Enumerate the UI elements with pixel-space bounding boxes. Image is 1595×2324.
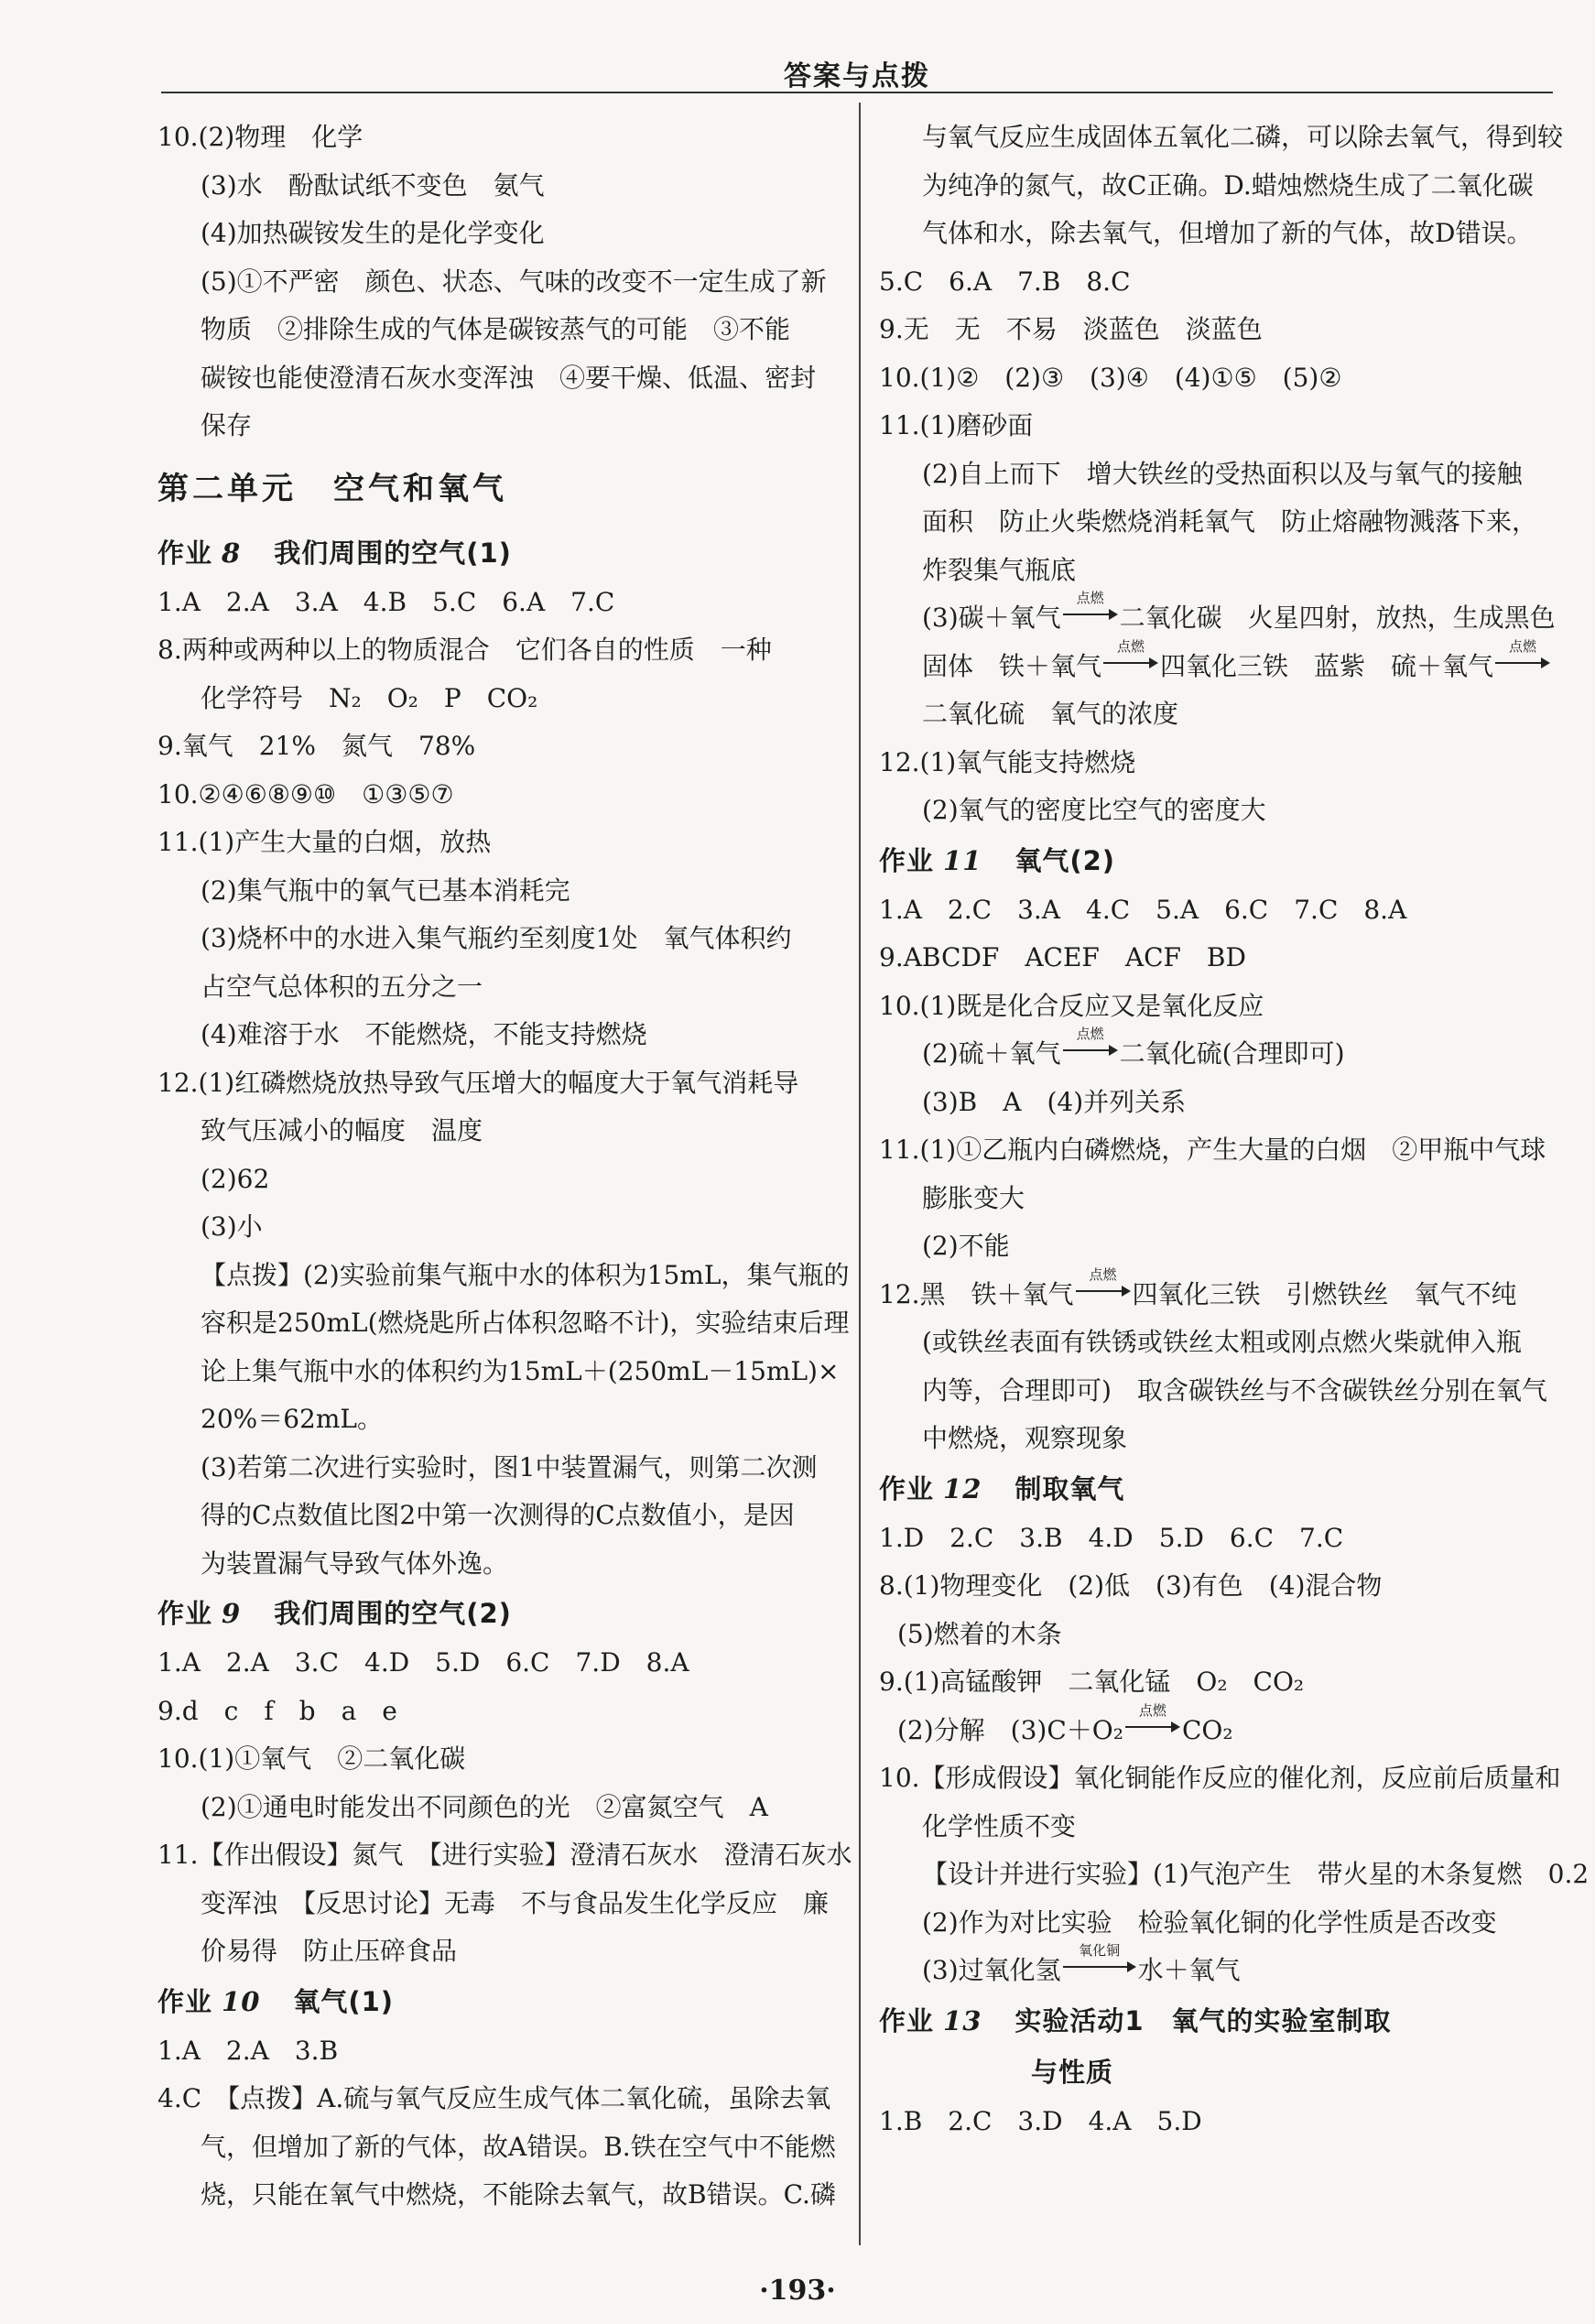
answer-line: (2)自上而下 增大铁丝的受热面积以及与氧气的接触 xyxy=(922,458,1523,489)
reaction-arrow: 氧化铜 xyxy=(1063,1955,1136,1977)
homework-heading: 作业 10 氧气(1) xyxy=(157,1985,395,2017)
homework-heading: 作业 9 我们周围的空气(2) xyxy=(157,1598,512,1629)
reaction-arrow: 点燃 xyxy=(1063,603,1118,624)
answer-line: 1.B 2.C 3.D 4.A 5.D xyxy=(879,2105,1202,2136)
answer-line: 化学符号 N₂ O₂ P CO₂ xyxy=(201,682,538,713)
homework-heading: 作业 8 我们周围的空气(1) xyxy=(157,537,512,569)
equation-line: (2)硫＋氧气 点燃 二氧化硫(合理即可) xyxy=(922,1026,1345,1069)
answer-line: (5)①不严密 颜色、状态、气味的改变不一定生成了新 xyxy=(201,266,827,297)
answer-line: 1.A 2.A 3.C 4.D 5.D 6.C 7.D 8.A xyxy=(157,1647,689,1678)
answer-line: 8.(1)物理变化 (2)低 (3)有色 (4)混合物 xyxy=(879,1570,1383,1601)
answer-line: (4)加热碳铵发生的是化学变化 xyxy=(201,218,545,248)
answer-line: (3)B A (4)并列关系 xyxy=(922,1086,1187,1117)
equation-line: 12.黑 铁＋氧气 点燃 四氧化三铁 引燃铁丝 氧气不纯 xyxy=(879,1265,1517,1309)
reaction-arrow: 点燃 xyxy=(1125,1715,1180,1737)
hint-line: 20%＝62mL。 xyxy=(201,1404,384,1434)
hint-line: 论上集气瓶中水的体积约为15mL＋(250mL－15mL)× xyxy=(201,1355,840,1386)
answer-line: 8.两种或两种以上的物质混合 它们各自的性质 一种 xyxy=(157,635,772,665)
answer-line: 11.(1)产生大量的白烟，放热 xyxy=(157,827,492,857)
answer-line: (3)烧杯中的水进入集气瓶约至刻度1处 氧气体积约 xyxy=(201,923,792,953)
answer-line: 面积 防止火柴燃烧消耗氧气 防止熔融物溅落下来， xyxy=(922,506,1538,537)
hint-line: 得的C点数值比图2中第一次测得的C点数值小，是因 xyxy=(201,1500,795,1530)
answer-line: 气，但增加了新的气体，故A错误。B.铁在空气中不能燃 xyxy=(201,2131,836,2162)
answer-line: 二氧化硫 氧气的浓度 xyxy=(922,699,1179,729)
answer-line: 价易得 防止压碎食品 xyxy=(201,1936,458,1966)
homework-heading-continued: 与性质 xyxy=(1031,2056,1114,2088)
answer-line: 10.(1)①氧气 ②二氧化碳 xyxy=(157,1743,466,1774)
equation-line: (3)过氧化氢 氧化铜 水＋氧气 xyxy=(922,1942,1241,1985)
answer-line: 12.(1)氧气能支持燃烧 xyxy=(879,746,1136,777)
answer-line: 11.(1)①乙瓶内白磷燃烧，产生大量的白烟 ②甲瓶中气球 xyxy=(879,1135,1546,1165)
answer-line: 烧，只能在氧气中燃烧，不能除去氧气，故B错误。C.磷 xyxy=(201,2179,836,2210)
answer-line: 12.(1)红磷燃烧放热导致气压增大的幅度大于氧气消耗导 xyxy=(157,1067,799,1098)
answer-line: 气体和水，除去氧气，但增加了新的气体，故D错误。 xyxy=(922,218,1533,248)
answer-line: 1.A 2.C 3.A 4.C 5.A 6.C 7.C 8.A xyxy=(879,894,1407,925)
answer-line: 9.(1)高锰酸钾 二氧化锰 O₂ CO₂ xyxy=(879,1667,1305,1697)
equation-line: 固体 铁＋氧气 点燃 四氧化三铁 蓝紫 硫＋氧气 点燃 xyxy=(879,643,1557,691)
answer-line: 10.②④⑥⑧⑨⑩ ①③⑤⑦ xyxy=(157,778,454,809)
answer-line: 占空气总体积的五分之一 xyxy=(201,971,483,1002)
answer-line: 9.ABCDF ACEF ACF BD xyxy=(879,942,1246,972)
reaction-arrow: 点燃 xyxy=(1495,651,1550,673)
right-column xyxy=(879,114,1590,2145)
equation-line: (3)碳＋氧气 点燃 二氧化碳 火星四射，放热，生成黑色 xyxy=(922,590,1556,633)
answer-line: 10.(1)既是化合反应又是氧化反应 xyxy=(879,990,1264,1021)
answer-line: 中燃烧，观察现象 xyxy=(922,1423,1128,1453)
answer-line: (或铁丝表面有铁锈或铁丝太粗或刚点燃火柴就伸入瓶 xyxy=(922,1327,1522,1357)
answer-line: 物质 ②排除生成的气体是碳铵蒸气的可能 ③不能 xyxy=(201,314,791,344)
homework-heading: 作业 11 氧气(2) xyxy=(879,844,1116,876)
answer-line: 变浑浊 【反思讨论】无毒 不与食品发生化学反应 廉 xyxy=(201,1887,830,1918)
reaction-arrow: 点燃 xyxy=(1103,651,1158,673)
column-divider xyxy=(859,103,861,2245)
header-rule xyxy=(161,92,1553,93)
answer-line: 4.C 【点拨】A.硫与氧气反应生成气体二氧化硫，虽除去氧 xyxy=(157,2083,831,2113)
hint-line: 为装置漏气导致气体外逸。 xyxy=(201,1548,509,1579)
hint-line: 容积是250mL(燃烧匙所占体积忽略不计)，实验结束后理 xyxy=(201,1308,850,1338)
answer-line: (2)作为对比实验 检验氧化铜的化学性质是否改变 xyxy=(922,1906,1497,1938)
answer-line: 11.(1)磨砂面 xyxy=(879,410,1034,440)
answer-line: (2)集气瓶中的氧气已基本消耗完 xyxy=(201,874,570,906)
answer-line: 保存 xyxy=(201,410,253,440)
unit-heading xyxy=(157,451,840,527)
answer-line: 10.(1)② (2)③ (3)④ (4)①⑤ (5)② xyxy=(879,362,1342,393)
answer-line: 【设计并进行实验】(1)气泡产生 带火星的木条复燃 0.2 xyxy=(922,1859,1590,1889)
answer-line: (4)难溶于水 不能燃烧，不能支持燃烧 xyxy=(201,1019,647,1049)
answer-line: 9.d c f b a e xyxy=(157,1695,397,1726)
homework-heading: 作业 13 实验活动1 氧气的实验室制取 xyxy=(879,2004,1392,2036)
answer-line: 1.A 2.A 3.B xyxy=(157,2035,339,2066)
answer-line: 内等，合理即可) 取含碳铁丝与不含碳铁丝分别在氧气 xyxy=(922,1374,1547,1406)
unit-number: 第二单元 xyxy=(157,470,297,507)
hint-line: 【点拨】(2)实验前集气瓶中水的体积为15mL，集气瓶的 xyxy=(201,1259,850,1290)
answer-line: (2)不能 xyxy=(922,1231,1010,1261)
hint-line: (3)若第二次进行实验时，图1中装置漏气，则第二次测 xyxy=(201,1451,818,1482)
answer-line: 化学性质不变 xyxy=(922,1810,1077,1841)
answer-line: 为纯净的氮气，故C正确。D.蜡烛燃烧生成了二氧化碳 xyxy=(922,169,1534,201)
answer-line: (2)62 xyxy=(201,1163,270,1194)
answer-line: 10.【形成假设】氧化铜能作反应的催化剂，反应前后质量和 xyxy=(879,1763,1561,1793)
answer-line: 5.C 6.A 7.B 8.C xyxy=(879,266,1131,297)
answer-line: (3)水 酚酞试纸不变色 氨气 xyxy=(201,169,545,201)
equation-line: (2)分解 (3)C＋O₂ 点燃 CO₂ xyxy=(897,1701,1233,1745)
answer-line: 碳铵也能使澄清石灰水变浑浊 ④要干燥、低温、密封 xyxy=(201,362,817,393)
answer-line: 1.D 2.C 3.B 4.D 5.D 6.C 7.C xyxy=(879,1522,1344,1553)
answer-line: (3)小 xyxy=(201,1211,263,1242)
answer-line: (2)氧气的密度比空气的密度大 xyxy=(922,795,1266,825)
answer-line: 致气压减小的幅度 温度 xyxy=(201,1115,483,1146)
answer-line: 11.【作出假设】氮气 【进行实验】澄清石灰水 澄清石灰水 xyxy=(157,1840,852,1870)
answer-line: 1.A 2.A 3.A 4.B 5.C 6.A 7.C xyxy=(157,586,615,617)
answer-line: (2)①通电时能发出不同颜色的光 ②富氮空气 A xyxy=(201,1791,768,1822)
homework-heading: 作业 12 制取氧气 xyxy=(879,1472,1125,1504)
answer-line: 9.氧气 21% 氮气 78% xyxy=(157,731,476,761)
answer-line: 9.无 无 不易 淡蓝色 淡蓝色 xyxy=(879,314,1263,344)
answer-line: 炸裂集气瓶底 xyxy=(922,554,1077,585)
reaction-arrow: 点燃 xyxy=(1063,1038,1118,1060)
left-column xyxy=(157,114,852,2220)
answer-line: 10.(2)物理 化学 xyxy=(157,122,363,152)
answer-line: 膨胀变大 xyxy=(922,1182,1025,1213)
reaction-arrow: 点燃 xyxy=(1076,1279,1131,1301)
page-number: ·193· xyxy=(759,2275,836,2307)
answer-line: 与氧气反应生成固体五氧化二磷，可以除去氧气，得到较 xyxy=(922,122,1564,152)
answer-line: (5)燃着的木条 xyxy=(897,1618,1062,1649)
unit-name: 空气和氧气 xyxy=(333,470,507,507)
page-header: 答案与点拨 xyxy=(784,60,930,92)
